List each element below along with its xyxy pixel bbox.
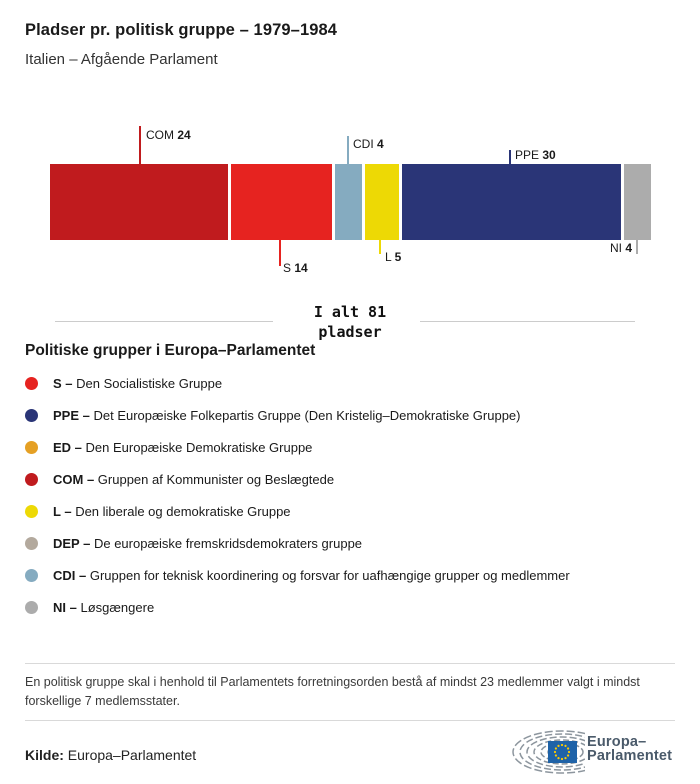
bar-label-com-value: 24 (177, 128, 191, 142)
legend-code: S – (53, 375, 73, 391)
leader-line-cdi (347, 136, 349, 164)
legend-item-l (25, 495, 685, 527)
stacked-bar-chart (50, 164, 651, 240)
legend (25, 367, 685, 623)
legend-code: COM – (53, 471, 95, 487)
legend-code: L – (53, 503, 72, 519)
legend-item-dep (25, 527, 685, 559)
legend-name: Gruppen for teknisk koordinering og forsvar for uafhængige grupper og medlemmer (89, 567, 570, 583)
legend-item-label (53, 568, 570, 583)
source-line (25, 747, 196, 763)
bar-label-ppe-value: 30 (542, 148, 556, 162)
legend-heading: Politiske grupper i Europa–Parlamentet (25, 342, 316, 359)
leader-line-ppe (509, 150, 511, 164)
leader-line-ni (636, 240, 638, 254)
source-value: Europa–Parlamentet (67, 747, 197, 763)
bar-label-cdi-value: 4 (377, 137, 384, 151)
legend-item-label (53, 536, 362, 551)
total-divider-left (55, 321, 273, 322)
bar-label-cdi-code: CDI (353, 137, 374, 151)
legend-name: Løsgængere (80, 599, 155, 615)
bar-segment-s (228, 164, 332, 240)
bar-label-ppe-code: PPE (515, 148, 540, 162)
bar-segment-l (362, 164, 399, 240)
color-dot-icon (25, 569, 38, 582)
source-divider (25, 720, 675, 721)
bar-segment-com (50, 164, 228, 240)
bar-label-s (283, 261, 308, 275)
legend-item-label (53, 472, 334, 487)
color-dot-icon (25, 505, 38, 518)
color-dot-icon (25, 601, 38, 614)
legend-code: ED – (53, 439, 82, 455)
legend-name: Gruppen af Kommunister og Beslægtede (97, 471, 335, 487)
bar-label-com (146, 128, 191, 142)
hemicycle-flag-icon (510, 728, 585, 778)
color-dot-icon (25, 441, 38, 454)
footnote-divider (25, 663, 675, 664)
page-subtitle: Italien – Afgående Parlament (25, 51, 218, 68)
bar-label-l (385, 250, 401, 264)
ep-logo (510, 728, 680, 778)
legend-item-ed (25, 431, 685, 463)
color-dot-icon (25, 377, 38, 390)
logo-text-line1: Europa– (587, 734, 647, 750)
legend-item-cdi (25, 559, 685, 591)
bar-label-s-value: 14 (294, 261, 308, 275)
total-divider-right (420, 321, 635, 322)
total-seats-line1: I alt 81 (313, 303, 387, 321)
total-seats-line2: pladser (318, 323, 382, 341)
legend-item-label (53, 504, 291, 519)
legend-name: Den Socialistiske Gruppe (76, 375, 223, 391)
bar-segment-cdi (332, 164, 362, 240)
bar-label-l-code: L (385, 250, 392, 264)
page-title: Pladser pr. politisk gruppe – 1979–1984 (25, 21, 338, 39)
legend-name: Det Europæiske Folkepartis Gruppe (Den Kristelig–Demokratiske Gruppe) (93, 407, 521, 423)
footnote: En politisk gruppe skal i henhold til Parlamentets forretningsorden bestå af mindst 23 medlemmer valgt i mindst forskellige 7 medlemsstater. (25, 675, 640, 709)
legend-name: Den Europæiske Demokratiske Gruppe (85, 439, 313, 455)
legend-item-com (25, 463, 685, 495)
legend-name: Den liberale og demokratiske Gruppe (75, 503, 291, 519)
legend-name: De europæiske fremskridsdemokraters gruppe (93, 535, 363, 551)
legend-item-ni (25, 591, 685, 623)
legend-code: CDI – (53, 567, 87, 583)
leader-line-l (379, 240, 381, 254)
legend-item-ppe (25, 399, 685, 431)
color-dot-icon (25, 409, 38, 422)
bar-label-ni-value: 4 (625, 241, 632, 255)
logo-text (587, 735, 672, 763)
bar-segment-ppe (399, 164, 622, 240)
legend-item-label (53, 440, 312, 455)
legend-item-label (53, 408, 521, 423)
bar-label-ppe (515, 148, 556, 162)
legend-item-s (25, 367, 685, 399)
legend-code: NI – (53, 599, 77, 615)
bar-segment-ni (621, 164, 651, 240)
legend-item-label (53, 600, 154, 615)
total-seats-label (250, 302, 450, 342)
source-label: Kilde: (25, 747, 64, 763)
leader-line-s (279, 240, 281, 266)
color-dot-icon (25, 537, 38, 550)
color-dot-icon (25, 473, 38, 486)
bar-label-cdi (353, 137, 384, 151)
legend-code: DEP – (53, 535, 91, 551)
bar-label-com-code: COM (146, 128, 174, 142)
bar-label-l-value: 5 (394, 250, 402, 264)
legend-item-label (53, 376, 222, 391)
bar-label-s-code: S (283, 261, 292, 275)
bar-label-ni-code: NI (609, 241, 622, 255)
leader-line-com (139, 126, 141, 164)
logo-text-line2: Parlamentet (587, 748, 673, 764)
bar-label-ni (595, 241, 632, 255)
legend-code: PPE – (53, 407, 90, 423)
